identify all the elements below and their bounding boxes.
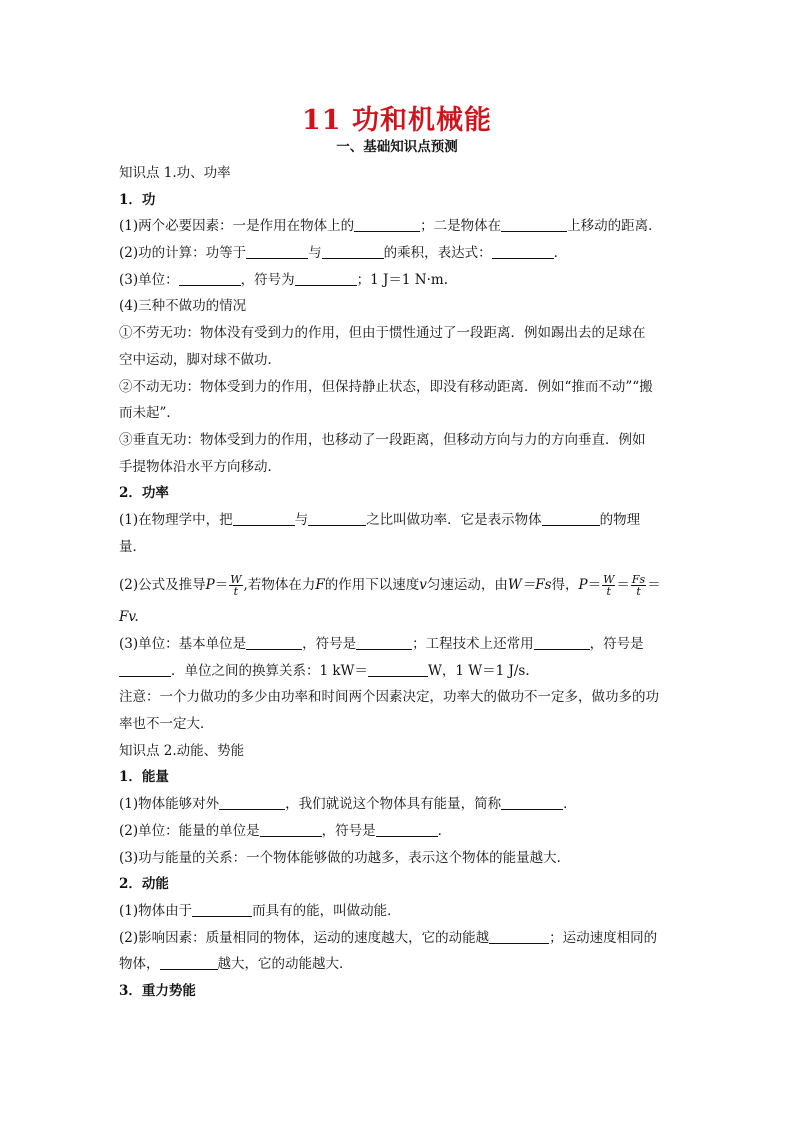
text-line: ③垂直无功：物体受到力的作用，也移动了一段距离，但移动方向与力的方向垂直．例如	[119, 431, 646, 448]
blank-line	[322, 244, 384, 259]
text-line: (1)物体能够对外 ，我们就说这个物体具有能量，简称 ．	[119, 796, 577, 813]
fraction: $\frac{W}{t}$	[230, 573, 242, 599]
blank-line	[119, 662, 171, 677]
text-line: (1)在物理学中，把 与 之比叫做功率．它是表示物体 的物理	[119, 511, 641, 528]
text-line: 手提物体沿水平方向移动．	[119, 458, 281, 475]
text-line: 而未起”．	[119, 405, 180, 422]
text-line: (1)两个必要因素：一是作用在物体上的 ；二是物体在 上移动的距离．	[119, 218, 662, 235]
text-line: 物体， 越大，它的动能越大．	[119, 956, 353, 973]
blank-line	[308, 511, 366, 526]
text-line: (3)功与能量的关系：一个物体能够做的功越多，表示这个物体的能量越大．	[119, 849, 571, 866]
blank-line	[295, 271, 357, 286]
fraction: $\frac{W}{t}$	[603, 573, 615, 599]
blank-line	[246, 635, 302, 650]
section-heading: 2．功率	[119, 485, 169, 502]
blank-line	[246, 244, 308, 259]
blank-line	[501, 217, 567, 232]
text-line: ①不劳无功：物体没有受到力的作用，但由于惯性通过了一段距离．例如踢出去的足球在	[119, 325, 646, 342]
section-heading: 1．能量	[119, 769, 169, 786]
blank-line	[376, 822, 438, 837]
text-line: ．单位之间的换算关系：1 kW＝ W，1 W＝1 J/s.	[119, 658, 675, 685]
section-heading: 2．动能	[119, 876, 169, 893]
page-title: 11 功和机械能	[302, 105, 492, 136]
text-line: (2)单位：能量的单位是 ，符号是 ．	[119, 822, 452, 839]
document-body	[119, 160, 675, 1005]
note-line: 率也不一定大．	[119, 716, 214, 733]
blank-line	[368, 662, 428, 677]
blank-line	[233, 511, 295, 526]
blank-line	[354, 217, 420, 232]
fraction: $\frac{Fs}{t}$	[631, 573, 646, 599]
formula-line: (2)公式及推导P＝ $\frac{W}{t}$ ,若物体在力F的作用下以速度v匀速运动，由W＝Fs得，P＝ $\frac{W}{t}$ ＝ $\frac{Fs}{t}$ ＝	[119, 573, 661, 599]
blank-line	[179, 271, 241, 286]
text-line: (4)三种不做功的情况	[119, 298, 247, 315]
text-line: (2)影响因素：质量相同的物体，运动的速度越大，它的动能越 ；运动速度相同的	[119, 929, 658, 946]
blank-line	[356, 635, 412, 650]
text-line: (1)物体由于 而具有的能，叫做动能．	[119, 902, 401, 919]
blank-line	[492, 244, 554, 259]
text-line: (3)单位： ，符号为 ；1 J＝1 N·m.	[119, 271, 448, 288]
section-subtitle: 一、基础知识点预测	[336, 139, 458, 155]
text-line: ②不动无功：物体受到力的作用，但保持静止状态，即没有移动距离．例如“推而不动”“搬	[119, 378, 653, 395]
section-heading: 1．功	[119, 191, 156, 208]
knowledge-point-heading: 知识点 1.功、功率	[119, 165, 231, 181]
text-line: Fv.	[119, 609, 139, 626]
blank-line	[160, 955, 218, 970]
knowledge-point-heading: 知识点 2.动能、势能	[119, 742, 245, 759]
note-line: 注意：一个力做功的多少由功率和时间两个因素决定，功率大的做功不一定多，做功多的功	[119, 689, 659, 706]
text-line: (2)功的计算：功等于 与 的乘积，表达式： ．	[119, 245, 568, 262]
text-line: (3)单位：基本单位是 ，符号是 ；工程技术上还常用 ，符号是	[119, 636, 644, 652]
text-line: 量．	[119, 538, 146, 555]
blank-line	[542, 511, 600, 526]
blank-line	[260, 822, 322, 837]
blank-line	[489, 929, 549, 944]
section-heading: 3．重力势能	[119, 982, 196, 999]
blank-line	[501, 795, 563, 810]
blank-line	[219, 795, 285, 810]
blank-line	[534, 635, 590, 650]
blank-line	[192, 902, 252, 917]
text-line: 空中运动，脚对球不做功．	[119, 351, 281, 368]
